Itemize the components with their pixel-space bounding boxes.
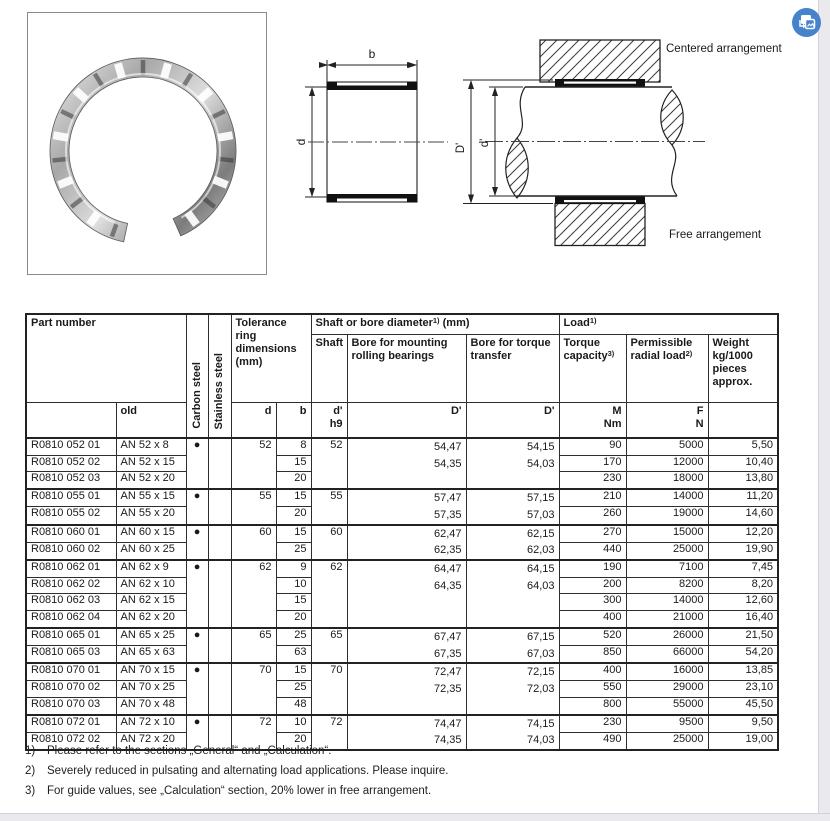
cell-radial-load: 25000 bbox=[626, 732, 708, 750]
cell-carbon-steel-dot: ● bbox=[186, 525, 208, 560]
centered-arrangement-label: Centered arrangement bbox=[666, 43, 782, 55]
cell-old-part-number: AN 72 x 10 bbox=[116, 715, 186, 733]
cell-shaft-diameter: 62 bbox=[311, 560, 347, 628]
cell-part-number: R0810 065 03 bbox=[26, 646, 116, 664]
cell-dim-b: 10 bbox=[276, 577, 311, 594]
cell-radial-load: 5000 bbox=[626, 438, 708, 455]
tolerance-ring-photo bbox=[27, 12, 267, 275]
cell-stainless-steel-dot bbox=[208, 489, 231, 524]
cell-dim-d: 72 bbox=[231, 715, 276, 750]
cell-bore-torque: 72,15 72,03 bbox=[466, 663, 559, 714]
cell-radial-load: 15000 bbox=[626, 525, 708, 543]
cell-weight: 14,60 bbox=[708, 507, 778, 525]
cell-dim-b: 10 bbox=[276, 715, 311, 733]
cell-dim-d: 60 bbox=[231, 525, 276, 560]
cell-radial-load: 21000 bbox=[626, 611, 708, 628]
cell-weight: 9,50 bbox=[708, 715, 778, 733]
cell-bore-mounting: 67,47 67,35 bbox=[347, 628, 466, 663]
cell-dim-b: 15 bbox=[276, 455, 311, 472]
header-weight: Weight kg/1000 pieces approx. bbox=[708, 335, 778, 403]
cell-radial-load: 19000 bbox=[626, 507, 708, 525]
cell-old-part-number: AN 55 x 15 bbox=[116, 489, 186, 507]
cell-part-number: R0810 072 01 bbox=[26, 715, 116, 733]
header-stainless-steel: Stainless steel bbox=[208, 314, 231, 438]
subheader-d-shaft: d' h9 bbox=[311, 403, 347, 439]
cell-bore-mounting: 54,47 54,35 bbox=[347, 438, 466, 489]
cell-weight: 7,45 bbox=[708, 560, 778, 577]
cell-torque-capacity: 270 bbox=[559, 525, 626, 543]
cell-part-number: R0810 070 03 bbox=[26, 697, 116, 714]
cell-radial-load: 12000 bbox=[626, 455, 708, 472]
cell-weight: 10,40 bbox=[708, 455, 778, 472]
cell-dim-b: 25 bbox=[276, 681, 311, 698]
cell-shaft-diameter: 60 bbox=[311, 525, 347, 560]
cell-carbon-steel-dot: ● bbox=[186, 628, 208, 663]
cell-carbon-steel-dot: ● bbox=[186, 715, 208, 750]
cell-radial-load: 26000 bbox=[626, 628, 708, 646]
cell-part-number: R0810 062 04 bbox=[26, 611, 116, 628]
table-row bbox=[26, 438, 778, 455]
cell-radial-load: 7100 bbox=[626, 560, 708, 577]
table-row bbox=[26, 525, 778, 543]
cell-dim-b: 48 bbox=[276, 697, 311, 714]
cell-part-number: R0810 062 03 bbox=[26, 594, 116, 611]
cell-old-part-number: AN 70 x 15 bbox=[116, 663, 186, 680]
cell-dim-b: 20 bbox=[276, 732, 311, 750]
housing-top bbox=[540, 40, 660, 82]
cell-shaft-diameter: 55 bbox=[311, 489, 347, 524]
footnote bbox=[25, 761, 448, 781]
cell-dim-d: 52 bbox=[231, 438, 276, 489]
table-row bbox=[26, 628, 778, 646]
cell-part-number: R0810 070 02 bbox=[26, 681, 116, 698]
cell-part-number: R0810 070 01 bbox=[26, 663, 116, 680]
dim-d-label: d bbox=[294, 138, 308, 146]
cell-torque-capacity: 520 bbox=[559, 628, 626, 646]
subheader-M: M Nm bbox=[559, 403, 626, 439]
cell-torque-capacity: 90 bbox=[559, 438, 626, 455]
cell-shaft-diameter: 65 bbox=[311, 628, 347, 663]
cell-dim-b: 15 bbox=[276, 663, 311, 680]
page-edge-bottom bbox=[0, 813, 830, 821]
header-old: old bbox=[116, 403, 186, 439]
cell-old-part-number: AN 60 x 25 bbox=[116, 542, 186, 560]
housing-bottom bbox=[555, 204, 645, 246]
cell-bore-mounting: 62,47 62,35 bbox=[347, 525, 466, 560]
cell-part-number: R0810 052 01 bbox=[26, 438, 116, 455]
table-row bbox=[26, 560, 778, 577]
cell-weight: 23,10 bbox=[708, 681, 778, 698]
header-tolerance-dimensions: Tolerance ring dimensions (mm) bbox=[231, 314, 311, 403]
cell-weight: 45,50 bbox=[708, 697, 778, 714]
footnote-marker: 1) bbox=[25, 745, 36, 757]
cell-torque-capacity: 230 bbox=[559, 472, 626, 489]
cell-bore-mounting: 74,47 74,35 bbox=[347, 715, 466, 750]
cell-stainless-steel-dot bbox=[208, 628, 231, 663]
cell-weight: 19,90 bbox=[708, 542, 778, 560]
cell-dim-d: 55 bbox=[231, 489, 276, 524]
cell-torque-capacity: 800 bbox=[559, 697, 626, 714]
footnote-text: Severely reduced in pulsating and alternating load applications. Please inquire. bbox=[47, 765, 449, 777]
cell-radial-load: 14000 bbox=[626, 489, 708, 507]
dim-b-label: b bbox=[368, 47, 376, 61]
header-carbon-steel: Carbon steel bbox=[186, 314, 208, 438]
header-bore-mounting: Bore for mounting rolling bearings bbox=[347, 335, 466, 403]
cell-part-number: R0810 055 01 bbox=[26, 489, 116, 507]
cell-old-part-number: AN 55 x 20 bbox=[116, 507, 186, 525]
cell-radial-load: 14000 bbox=[626, 594, 708, 611]
part-table bbox=[25, 313, 779, 751]
cell-shaft-diameter: 70 bbox=[311, 663, 347, 714]
subheader-D-mount: D' bbox=[347, 403, 466, 439]
subheader-D-torque: D' bbox=[466, 403, 559, 439]
cell-part-number: R0810 065 01 bbox=[26, 628, 116, 646]
cell-dim-d: 62 bbox=[231, 560, 276, 628]
cell-part-number: R0810 062 02 bbox=[26, 577, 116, 594]
cell-shaft-diameter: 52 bbox=[311, 438, 347, 489]
cell-part-number: R0810 072 02 bbox=[26, 732, 116, 750]
cell-bore-mounting: 64,47 64,35 bbox=[347, 560, 466, 628]
cell-bore-torque: 62,15 62,03 bbox=[466, 525, 559, 560]
cell-radial-load: 66000 bbox=[626, 646, 708, 664]
cell-stainless-steel-dot bbox=[208, 438, 231, 489]
cell-part-number: R0810 062 01 bbox=[26, 560, 116, 577]
cell-old-part-number: AN 52 x 8 bbox=[116, 438, 186, 455]
cell-stainless-steel-dot bbox=[208, 663, 231, 714]
cell-torque-capacity: 210 bbox=[559, 489, 626, 507]
cell-shaft-diameter: 72 bbox=[311, 715, 347, 750]
cell-stainless-steel-dot bbox=[208, 525, 231, 560]
cell-dim-b: 25 bbox=[276, 628, 311, 646]
cell-torque-capacity: 230 bbox=[559, 715, 626, 733]
cell-torque-capacity: 260 bbox=[559, 507, 626, 525]
cell-radial-load: 29000 bbox=[626, 681, 708, 698]
subheader-b: b bbox=[276, 403, 311, 439]
cell-torque-capacity: 300 bbox=[559, 594, 626, 611]
dim-D-outer-label: D' bbox=[455, 142, 467, 154]
cell-dim-d: 70 bbox=[231, 663, 276, 714]
footnote-marker: 2) bbox=[25, 765, 36, 777]
cell-part-number: R0810 060 02 bbox=[26, 542, 116, 560]
cell-torque-capacity: 850 bbox=[559, 646, 626, 664]
cell-radial-load: 55000 bbox=[626, 697, 708, 714]
cell-dim-b: 20 bbox=[276, 472, 311, 489]
cell-part-number: R0810 052 03 bbox=[26, 472, 116, 489]
cell-weight: 13,85 bbox=[708, 663, 778, 680]
cell-dim-b: 20 bbox=[276, 507, 311, 525]
header-shaft-or-bore: Shaft or bore diameter$^{1)}$ (mm) bbox=[311, 314, 559, 335]
arrangement-diagram bbox=[455, 10, 830, 260]
cell-old-part-number: AN 62 x 15 bbox=[116, 594, 186, 611]
table-row bbox=[26, 715, 778, 733]
cell-old-part-number: AN 65 x 63 bbox=[116, 646, 186, 664]
cell-bore-torque: 54,15 54,03 bbox=[466, 438, 559, 489]
cell-part-number: R0810 055 02 bbox=[26, 507, 116, 525]
cell-dim-b: 15 bbox=[276, 525, 311, 543]
cell-old-part-number: AN 52 x 20 bbox=[116, 472, 186, 489]
cell-radial-load: 18000 bbox=[626, 472, 708, 489]
cell-old-part-number: AN 70 x 48 bbox=[116, 697, 186, 714]
header-torque-capacity: Torque capacity$^{3)}$ bbox=[559, 335, 626, 403]
cell-stainless-steel-dot bbox=[208, 560, 231, 628]
dim-d-inner-label: d' bbox=[479, 138, 491, 148]
cell-old-part-number: AN 62 x 20 bbox=[116, 611, 186, 628]
cell-dim-b: 9 bbox=[276, 560, 311, 577]
footnote-text: Please refer to the sections „General“ and „Calculation“. bbox=[47, 745, 332, 757]
footnote bbox=[25, 741, 448, 761]
footnotes bbox=[25, 741, 448, 801]
subheader-weight-spacer bbox=[708, 403, 778, 439]
cell-old-part-number: AN 52 x 15 bbox=[116, 455, 186, 472]
cell-old-part-number: AN 72 x 20 bbox=[116, 732, 186, 750]
cell-old-part-number: AN 62 x 9 bbox=[116, 560, 186, 577]
cell-torque-capacity: 440 bbox=[559, 542, 626, 560]
cell-carbon-steel-dot: ● bbox=[186, 663, 208, 714]
cell-weight: 12,60 bbox=[708, 594, 778, 611]
cell-bore-torque: 74,15 74,03 bbox=[466, 715, 559, 750]
cell-old-part-number: AN 65 x 25 bbox=[116, 628, 186, 646]
footnote-marker: 3) bbox=[25, 785, 36, 797]
cell-torque-capacity: 400 bbox=[559, 663, 626, 680]
cell-weight: 21,50 bbox=[708, 628, 778, 646]
cell-weight: 8,20 bbox=[708, 577, 778, 594]
cell-dim-b: 15 bbox=[276, 489, 311, 507]
header-bore-torque: Bore for torque transfer bbox=[466, 335, 559, 403]
cross-section-diagram bbox=[280, 30, 460, 230]
cell-part-number: R0810 060 01 bbox=[26, 525, 116, 543]
shaft bbox=[506, 87, 684, 198]
footnote bbox=[25, 781, 448, 801]
free-arrangement-label: Free arrangement bbox=[669, 229, 762, 241]
cell-carbon-steel-dot: ● bbox=[186, 489, 208, 524]
cell-dim-b: 25 bbox=[276, 542, 311, 560]
cell-bore-torque: 64,15 64,03 bbox=[466, 560, 559, 628]
cell-weight: 54,20 bbox=[708, 646, 778, 664]
header-radial-load: Permissible radial load$^{2)}$ bbox=[626, 335, 708, 403]
table-row bbox=[26, 663, 778, 680]
cell-weight: 16,40 bbox=[708, 611, 778, 628]
table-row bbox=[26, 489, 778, 507]
cell-radial-load: 25000 bbox=[626, 542, 708, 560]
footnote-text: For guide values, see „Calculation“ section, 20% lower in free arrangement. bbox=[47, 785, 432, 797]
header-part-number: Part number bbox=[26, 314, 186, 403]
cell-weight: 19,00 bbox=[708, 732, 778, 750]
cell-old-part-number: AN 62 x 10 bbox=[116, 577, 186, 594]
header-spacer bbox=[26, 403, 116, 439]
cell-dim-b: 8 bbox=[276, 438, 311, 455]
cell-weight: 12,20 bbox=[708, 525, 778, 543]
header-shaft: Shaft bbox=[311, 335, 347, 403]
header-load: Load$^{1)}$ bbox=[559, 314, 778, 335]
cell-weight: 5,50 bbox=[708, 438, 778, 455]
cell-torque-capacity: 550 bbox=[559, 681, 626, 698]
translate-icon[interactable] bbox=[791, 7, 822, 38]
cell-dim-b: 63 bbox=[276, 646, 311, 664]
cell-part-number: R0810 052 02 bbox=[26, 455, 116, 472]
cell-radial-load: 8200 bbox=[626, 577, 708, 594]
cell-radial-load: 9500 bbox=[626, 715, 708, 733]
subheader-F: F N bbox=[626, 403, 708, 439]
cell-weight: 11,20 bbox=[708, 489, 778, 507]
cell-old-part-number: AN 70 x 25 bbox=[116, 681, 186, 698]
cell-dim-b: 15 bbox=[276, 594, 311, 611]
cell-dim-d: 65 bbox=[231, 628, 276, 663]
cell-torque-capacity: 490 bbox=[559, 732, 626, 750]
cell-weight: 13,80 bbox=[708, 472, 778, 489]
cell-carbon-steel-dot: ● bbox=[186, 438, 208, 489]
cell-torque-capacity: 170 bbox=[559, 455, 626, 472]
cell-torque-capacity: 400 bbox=[559, 611, 626, 628]
cell-bore-mounting: 57,47 57,35 bbox=[347, 489, 466, 524]
ring-illustration bbox=[41, 49, 245, 249]
cell-carbon-steel-dot: ● bbox=[186, 560, 208, 628]
cell-dim-b: 20 bbox=[276, 611, 311, 628]
cell-torque-capacity: 190 bbox=[559, 560, 626, 577]
cell-old-part-number: AN 60 x 15 bbox=[116, 525, 186, 543]
cell-torque-capacity: 200 bbox=[559, 577, 626, 594]
cell-radial-load: 16000 bbox=[626, 663, 708, 680]
subheader-d: d bbox=[231, 403, 276, 439]
cell-bore-torque: 57,15 57,03 bbox=[466, 489, 559, 524]
cell-bore-torque: 67,15 67,03 bbox=[466, 628, 559, 663]
cell-bore-mounting: 72,47 72,35 bbox=[347, 663, 466, 714]
